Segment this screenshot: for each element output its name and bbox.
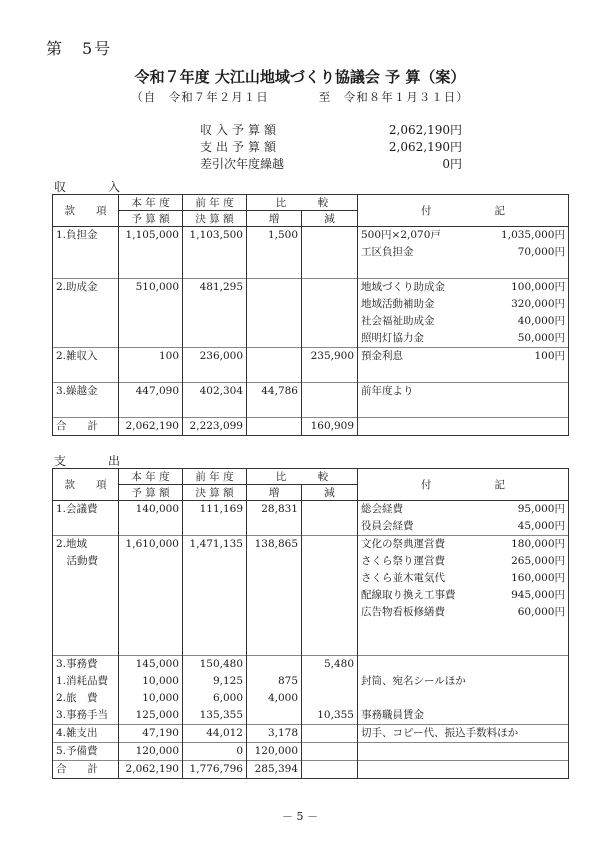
cell-decrease (302, 536, 358, 554)
cell-decrease (302, 604, 358, 621)
cell-current-budget: 1,610,000 (119, 536, 183, 554)
cell-increase (247, 638, 302, 656)
cell-item: 1.会議費 (53, 501, 119, 519)
cell-note (358, 501, 569, 519)
cell-decrease (302, 313, 358, 330)
note-amount: 265,000円 (511, 555, 565, 567)
note-text: 500円×2,070戸 (361, 229, 441, 241)
cell-prev-settlement: 1,103,500 (183, 227, 247, 245)
cell-current-budget (119, 621, 183, 638)
note-text: さくら祭り運営費 (361, 555, 445, 567)
cell-note (358, 673, 569, 690)
cell-increase (247, 587, 302, 604)
note-amount: 100円 (534, 350, 565, 362)
cell-prev-settlement (183, 400, 247, 418)
page-title: 令和７年度 大江山地域づくり協議会 予 算（案） (134, 68, 466, 86)
cell-increase (247, 400, 302, 418)
expense-table (52, 468, 569, 779)
cell-increase (247, 621, 302, 638)
cell-item: 合 計 (53, 761, 119, 779)
cell-note (358, 707, 569, 725)
table-row (53, 621, 569, 638)
cell-current-budget: 125,000 (119, 707, 183, 725)
cell-increase (247, 279, 302, 297)
table-row (53, 227, 569, 245)
cell-increase: 1,500 (247, 227, 302, 245)
header-item: 款 項 (53, 195, 119, 227)
cell-note (358, 261, 569, 279)
table-row (53, 279, 569, 297)
cell-prev-settlement (183, 570, 247, 587)
cell-decrease (302, 743, 358, 761)
cell-item: 2.地域 (53, 536, 119, 554)
cell-decrease (302, 570, 358, 587)
note-text: 預金利息 (361, 350, 403, 362)
cell-current-budget: 1,105,000 (119, 227, 183, 245)
note-amount: 100,000円 (511, 281, 565, 293)
cell-current-budget (119, 587, 183, 604)
budget-period: （自 令和７年２月１日 至 令和８年１月３１日） (131, 90, 469, 104)
cell-item (53, 313, 119, 330)
table-row (53, 553, 569, 570)
cell-note (358, 690, 569, 707)
note-text: 社会福祉助成金 (361, 315, 435, 327)
cell-decrease (302, 400, 358, 418)
cell-increase: 138,865 (247, 536, 302, 554)
cell-current-budget (119, 244, 183, 261)
expense-section-label: 支 出 (54, 454, 121, 468)
cell-current-budget: 140,000 (119, 501, 183, 519)
cell-current-budget: 2,062,190 (119, 418, 183, 436)
cell-decrease (302, 501, 358, 519)
cell-item (53, 330, 119, 348)
cell-decrease (302, 518, 358, 536)
cell-prev-settlement: 111,169 (183, 501, 247, 519)
cell-decrease (302, 587, 358, 604)
header-prev: 前 年 度 (183, 469, 247, 485)
cell-prev-settlement: 402,304 (183, 383, 247, 401)
cell-increase (247, 570, 302, 587)
note-text: 地域活動補助金 (361, 298, 435, 310)
cell-prev-settlement (183, 261, 247, 279)
cell-current-budget (119, 400, 183, 418)
cell-item: 1.負担金 (53, 227, 119, 245)
cell-prev-settlement (183, 553, 247, 570)
header-decrease: 減 (302, 485, 358, 501)
summary-value: 2,062,190円 (388, 140, 462, 154)
cell-prev-settlement (183, 518, 247, 536)
table-row (53, 570, 569, 587)
table-row (53, 656, 569, 674)
cell-prev-settlement: 481,295 (183, 279, 247, 297)
table-row (53, 761, 569, 779)
cell-item (53, 638, 119, 656)
cell-prev-settlement: 9,125 (183, 673, 247, 690)
cell-note (358, 383, 569, 401)
cell-item: 1.消耗品費 (53, 673, 119, 690)
cell-decrease (302, 383, 358, 401)
note-amount: 320,000円 (511, 298, 565, 310)
summary-label: 支出予算額 (200, 140, 281, 154)
cell-increase (247, 365, 302, 383)
cell-current-budget: 510,000 (119, 279, 183, 297)
note-amount: 1,035,000円 (501, 229, 565, 241)
cell-decrease (302, 725, 358, 743)
cell-note (358, 418, 569, 436)
cell-note (358, 638, 569, 656)
cell-prev-settlement: 1,776,796 (183, 761, 247, 779)
table-row (53, 587, 569, 604)
cell-note (358, 725, 569, 743)
cell-note (358, 296, 569, 313)
cell-current-budget: 447,090 (119, 383, 183, 401)
note-text: 広告物看板修繕費 (361, 606, 445, 618)
cell-item: 3.事務費 (53, 656, 119, 674)
summary-label: 収入予算額 (200, 123, 281, 137)
cell-increase: 4,000 (247, 690, 302, 707)
note-text: 総会経費 (361, 503, 403, 515)
cell-increase (247, 553, 302, 570)
cell-increase: 875 (247, 673, 302, 690)
note-text: 封筒、宛名シールほか (361, 675, 466, 687)
header-increase: 増 (247, 485, 302, 501)
cell-note (358, 761, 569, 779)
cell-note (358, 330, 569, 348)
cell-decrease (302, 621, 358, 638)
cell-note (358, 536, 569, 554)
header-prev-2: 決 算 額 (183, 485, 247, 501)
cell-item: 4.雑支出 (53, 725, 119, 743)
header-item: 款 項 (53, 469, 119, 501)
summary-value: 2,062,190円 (388, 123, 462, 137)
header-compare: 比 較 (247, 195, 358, 211)
note-amount: 40,000円 (517, 315, 565, 327)
header-current-2: 予 算 額 (119, 211, 183, 227)
summary-income (200, 121, 462, 137)
cell-prev-settlement: 0 (183, 743, 247, 761)
form-number: 第 5号 (46, 39, 113, 58)
cell-current-budget (119, 261, 183, 279)
cell-decrease (302, 553, 358, 570)
cell-decrease: 160,909 (302, 418, 358, 436)
cell-current-budget (119, 365, 183, 383)
cell-note (358, 587, 569, 604)
cell-current-budget: 10,000 (119, 690, 183, 707)
cell-decrease (302, 296, 358, 313)
header-increase: 増 (247, 211, 302, 227)
summary-value: 0円 (442, 157, 462, 171)
cell-decrease (302, 690, 358, 707)
cell-prev-settlement: 6,000 (183, 690, 247, 707)
table-row (53, 743, 569, 761)
cell-note (358, 348, 569, 366)
note-text: さくら並木電気代 (361, 572, 445, 584)
table-row (53, 244, 569, 261)
cell-prev-settlement (183, 296, 247, 313)
income-table (52, 194, 569, 436)
cell-increase: 120,000 (247, 743, 302, 761)
table-row (53, 638, 569, 656)
cell-increase: 28,831 (247, 501, 302, 519)
summary-label: 差引次年度繰越 (200, 157, 285, 171)
cell-decrease (302, 261, 358, 279)
cell-prev-settlement (183, 604, 247, 621)
cell-item (53, 621, 119, 638)
cell-current-budget (119, 570, 183, 587)
cell-decrease: 5,480 (302, 656, 358, 674)
table-row (53, 501, 569, 519)
header-current-2: 予 算 額 (119, 485, 183, 501)
header-note: 付 記 (358, 469, 569, 501)
summary-balance (200, 155, 462, 171)
cell-increase (247, 418, 302, 436)
note-text: 工区負担金 (361, 246, 414, 258)
cell-current-budget (119, 638, 183, 656)
cell-increase (247, 518, 302, 536)
table-row (53, 348, 569, 366)
table-row (53, 518, 569, 536)
table-row (53, 313, 569, 330)
table-row (53, 383, 569, 401)
cell-item: 活動費 (53, 553, 119, 570)
cell-note (358, 518, 569, 536)
cell-increase: 285,394 (247, 761, 302, 779)
note-text: 事務職員賃金 (361, 709, 424, 721)
table-row (53, 261, 569, 279)
note-text: 役員会経費 (361, 520, 414, 532)
cell-prev-settlement (183, 621, 247, 638)
header-prev-2: 決 算 額 (183, 211, 247, 227)
cell-note (358, 365, 569, 383)
cell-current-budget (119, 553, 183, 570)
header-prev: 前 年 度 (183, 195, 247, 211)
cell-item: 3.繰越金 (53, 383, 119, 401)
cell-decrease (302, 638, 358, 656)
cell-prev-settlement: 2,223,099 (183, 418, 247, 436)
note-amount: 45,000円 (517, 520, 565, 532)
cell-increase (247, 261, 302, 279)
cell-increase: 3,178 (247, 725, 302, 743)
cell-item (53, 400, 119, 418)
table-row (53, 536, 569, 554)
cell-decrease (302, 227, 358, 245)
cell-current-budget (119, 604, 183, 621)
note-text: 前年度より (361, 385, 414, 397)
cell-item (53, 296, 119, 313)
cell-note (358, 244, 569, 261)
cell-prev-settlement: 135,355 (183, 707, 247, 725)
cell-item: 5.予備費 (53, 743, 119, 761)
note-amount: 95,000円 (517, 503, 565, 515)
table-row (53, 690, 569, 707)
cell-increase (247, 604, 302, 621)
page-number: － 5 － (282, 810, 318, 823)
header-current: 本 年 度 (119, 195, 183, 211)
cell-item: 3.事務手当 (53, 707, 119, 725)
table-row (53, 365, 569, 383)
cell-note (358, 656, 569, 674)
table-row (53, 725, 569, 743)
header-compare: 比 較 (247, 469, 358, 485)
cell-note (358, 621, 569, 638)
cell-increase (247, 707, 302, 725)
note-amount: 60,000円 (517, 606, 565, 618)
cell-current-budget: 47,190 (119, 725, 183, 743)
cell-current-budget (119, 330, 183, 348)
cell-decrease (302, 279, 358, 297)
cell-prev-settlement: 236,000 (183, 348, 247, 366)
cell-item (53, 604, 119, 621)
cell-increase (247, 296, 302, 313)
cell-item: 2.旅 費 (53, 690, 119, 707)
cell-increase: 44,786 (247, 383, 302, 401)
cell-note (358, 743, 569, 761)
cell-item (53, 570, 119, 587)
cell-item (53, 365, 119, 383)
cell-decrease (302, 244, 358, 261)
cell-decrease (302, 673, 358, 690)
cell-item: 2.助成金 (53, 279, 119, 297)
note-text: 照明灯協力金 (361, 332, 424, 344)
table-row (53, 604, 569, 621)
cell-increase (247, 244, 302, 261)
note-amount: 50,000円 (517, 332, 565, 344)
cell-prev-settlement (183, 313, 247, 330)
cell-item (53, 587, 119, 604)
table-row (53, 400, 569, 418)
cell-current-budget (119, 296, 183, 313)
cell-decrease: 10,355 (302, 707, 358, 725)
cell-decrease (302, 330, 358, 348)
cell-item (53, 518, 119, 536)
cell-current-budget: 100 (119, 348, 183, 366)
cell-prev-settlement (183, 638, 247, 656)
summary-expense (200, 138, 462, 154)
cell-note (358, 313, 569, 330)
cell-prev-settlement (183, 587, 247, 604)
cell-item: 合 計 (53, 418, 119, 436)
cell-increase (247, 656, 302, 674)
cell-current-budget: 120,000 (119, 743, 183, 761)
cell-note (358, 227, 569, 245)
cell-note (358, 604, 569, 621)
cell-current-budget: 2,062,190 (119, 761, 183, 779)
table-row (53, 330, 569, 348)
cell-prev-settlement (183, 244, 247, 261)
cell-increase (247, 348, 302, 366)
cell-note (358, 279, 569, 297)
header-current: 本 年 度 (119, 469, 183, 485)
cell-note (358, 400, 569, 418)
cell-current-budget: 145,000 (119, 656, 183, 674)
cell-item (53, 261, 119, 279)
cell-item (53, 244, 119, 261)
note-amount: 180,000円 (511, 538, 565, 550)
table-row (53, 673, 569, 690)
table-row (53, 296, 569, 313)
cell-prev-settlement (183, 365, 247, 383)
note-amount: 70,000円 (517, 246, 565, 258)
cell-note (358, 570, 569, 587)
cell-prev-settlement: 150,480 (183, 656, 247, 674)
note-amount: 945,000円 (511, 589, 565, 601)
income-section-label: 収 入 (54, 180, 121, 194)
header-note: 付 記 (358, 195, 569, 227)
note-text: 地域づくり助成金 (361, 281, 445, 293)
note-text: 配線取り換え工事費 (361, 589, 456, 601)
cell-current-budget: 10,000 (119, 673, 183, 690)
note-text: 切手、コピー代、振込手数料ほか (361, 727, 519, 739)
table-row (53, 418, 569, 436)
cell-increase (247, 313, 302, 330)
cell-decrease (302, 761, 358, 779)
cell-prev-settlement (183, 330, 247, 348)
cell-item: 2.雑収入 (53, 348, 119, 366)
cell-current-budget (119, 313, 183, 330)
cell-prev-settlement: 1,471,135 (183, 536, 247, 554)
header-decrease: 減 (302, 211, 358, 227)
table-row (53, 707, 569, 725)
cell-note (358, 553, 569, 570)
note-text: 文化の祭典運営費 (361, 538, 445, 550)
cell-current-budget (119, 518, 183, 536)
cell-decrease: 235,900 (302, 348, 358, 366)
cell-decrease (302, 365, 358, 383)
cell-increase (247, 330, 302, 348)
cell-prev-settlement: 44,012 (183, 725, 247, 743)
note-amount: 160,000円 (511, 572, 565, 584)
